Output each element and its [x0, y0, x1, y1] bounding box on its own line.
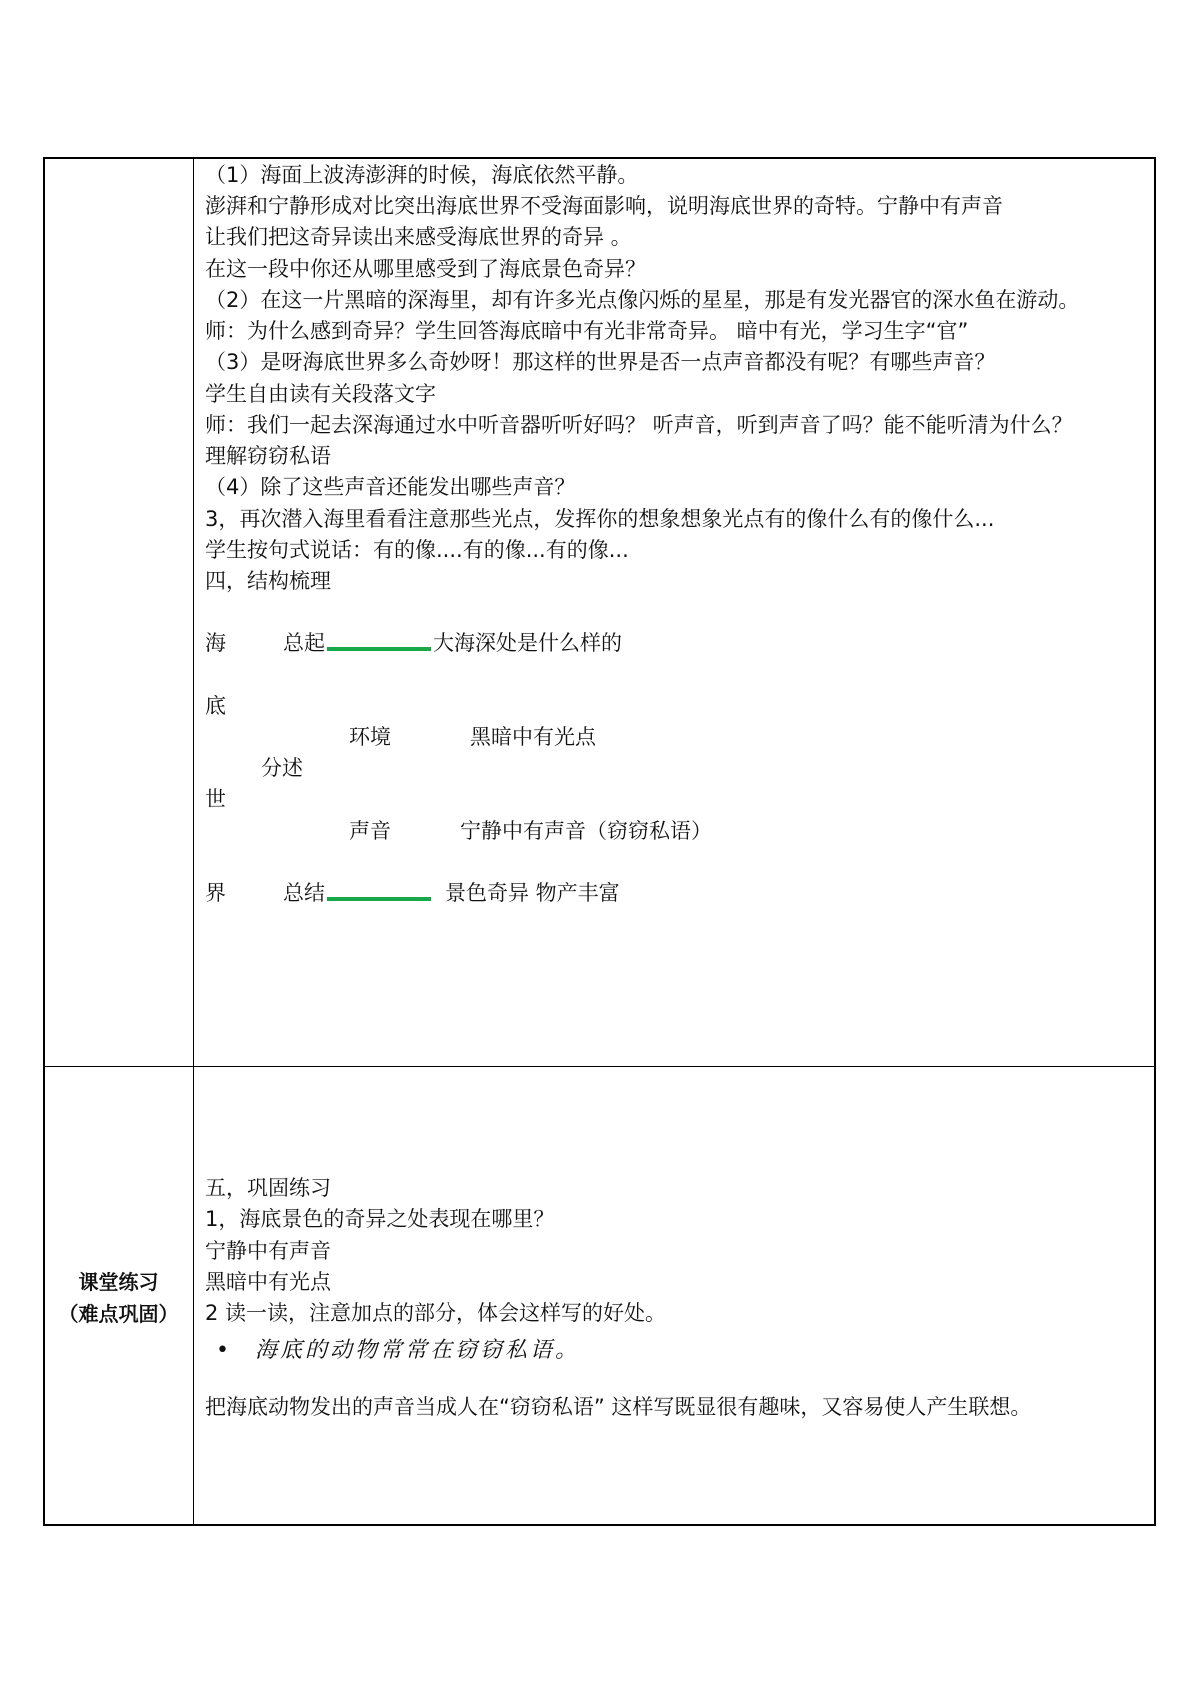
row2-label-subtitle: （难点巩固） — [58, 1302, 179, 1326]
table-row-divider — [43, 1066, 1156, 1067]
text-line: 让我们把这奇异读出来感受海底世界的奇异 。 — [205, 225, 632, 249]
diagram-fenshu: 分述 — [261, 756, 303, 780]
example-sentence: 海底的动物常常在窃窃私语。 — [255, 1338, 581, 1363]
table-top-border — [43, 157, 1156, 159]
text-line: 师：我们一起去深海通过水中听音器听听好吗？ 听声音，听到声音了吗？能不能听清为什么？ — [205, 413, 1073, 437]
explanation-text: 把海底动物发出的声音当成人在“窃窃私语” 这样写既显很有趣味，又容易使人产生联想。 — [205, 1395, 1032, 1419]
text-line: 3，再次潜入海里看看注意那些光点，发挥你的想象想象光点有的像什么有的像什么... — [205, 507, 995, 531]
section-heading: 五，巩固练习 — [205, 1176, 331, 1200]
table-bottom-border — [43, 1524, 1156, 1526]
text-line: 理解窃窃私语 — [205, 444, 331, 468]
text-line: 学生按句式说话：有的像....有的像...有的像... — [205, 538, 629, 562]
diagram-zongqi-desc: 大海深处是什么样的 — [433, 631, 622, 655]
diagram-shengyin-desc: 宁静中有声音（窃窃私语） — [460, 819, 712, 843]
diagram-char-jie: 界 — [205, 881, 226, 905]
text-line: （1）海面上波涛澎湃的时候，海底依然平静。 — [205, 163, 639, 187]
diagram-huanjing: 环境 — [349, 725, 391, 749]
bullet-glyph: • — [216, 1338, 229, 1363]
diagram-connector-line — [327, 897, 431, 901]
bullet-item — [216, 1335, 580, 1367]
table-right-border — [1154, 157, 1156, 1526]
text-line: 1，海底景色的奇异之处表现在哪里？ — [205, 1207, 555, 1231]
text-line: （4）除了这些声音还能发出哪些声音？ — [205, 475, 576, 499]
diagram-connector-line — [327, 647, 431, 651]
section-heading: 四，结构梳理 — [205, 569, 331, 593]
text-line: 学生自由读有关段落文字 — [205, 382, 436, 406]
diagram-char-hai: 海 — [205, 631, 226, 655]
text-line: 在这一段中你还从哪里感受到了海底景色奇异？ — [205, 257, 646, 281]
text-line: （3）是呀海底世界多么奇妙呀！那这样的世界是否一点声音都没有呢？有哪些声音？ — [205, 350, 996, 374]
text-line: 澎湃和宁静形成对比突出海底世界不受海面影响，说明海底世界的奇特。宁静中有声音 — [205, 194, 1003, 218]
diagram-zongjie-desc: 景色奇异 物产丰富 — [445, 881, 620, 905]
row2-label — [43, 1266, 194, 1330]
text-line: （2）在这一片黑暗的深海里，却有许多光点像闪烁的星星，那是有发光器官的深水鱼在游动。 — [205, 288, 1080, 312]
diagram-zongjie: 总结 — [283, 881, 325, 905]
text-line: 师：为什么感到奇异？学生回答海底暗中有光非常奇异。 暗中有光，学习生字“官” — [205, 319, 969, 343]
diagram-huanjing-desc: 黑暗中有光点 — [470, 725, 596, 749]
diagram-shengyin: 声音 — [349, 819, 391, 843]
text-line: 宁静中有声音 — [205, 1239, 331, 1263]
diagram-zongqi: 总起 — [283, 631, 325, 655]
row2-label-title: 课堂练习 — [78, 1270, 159, 1294]
diagram-char-shi: 世 — [205, 787, 226, 811]
text-line: 2 读一读，注意加点的部分，体会这样写的好处。 — [205, 1301, 667, 1325]
diagram-char-di: 底 — [205, 694, 226, 718]
text-line: 黑暗中有光点 — [205, 1270, 331, 1294]
